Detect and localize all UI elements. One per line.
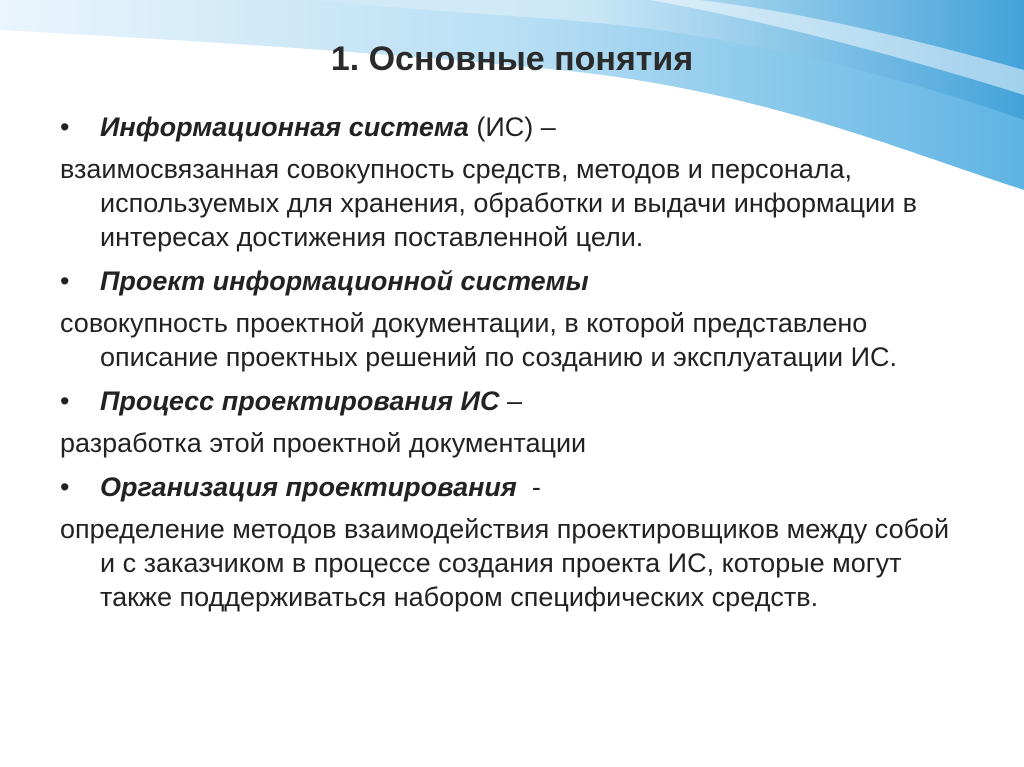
term-label: Организация проектирования xyxy=(100,472,517,502)
term-definition: определение методов взаимодействия проектировщиков между собой и с заказчиком в процессе создания проекта ИС, которые могут также поддерживаться набором специфических средств. xyxy=(60,514,950,612)
bullet-icon: • xyxy=(60,266,70,296)
term-definition: разработка этой проектной документации xyxy=(60,428,587,458)
list-item xyxy=(60,384,960,418)
list-item xyxy=(60,110,960,144)
term-suffix: – xyxy=(499,386,522,416)
term-label: Информационная система xyxy=(100,112,469,142)
term-definition: совокупность проектной документации, в которой представлено описание проектных решений по созданию и эксплуатации ИС. xyxy=(60,308,898,372)
definitions-list xyxy=(60,110,960,614)
bullet-icon: • xyxy=(60,386,70,416)
slide-title: 1. Основные понятия xyxy=(330,40,694,78)
list-item xyxy=(60,264,960,298)
term-label: Процесс проектирования ИС xyxy=(100,386,500,416)
term-definition: взаимосвязанная совокупность средств, методов и персонала, используемых для хранения, обработки и выдачи информации в интересах достижения поставленной цели. xyxy=(60,154,918,252)
bullet-icon: • xyxy=(60,112,70,142)
term-label: Проект информационной системы xyxy=(100,266,589,296)
term-suffix: - xyxy=(516,472,541,502)
list-item xyxy=(60,470,960,504)
bullet-icon: • xyxy=(60,472,70,502)
term-suffix: (ИС) – xyxy=(468,112,556,142)
